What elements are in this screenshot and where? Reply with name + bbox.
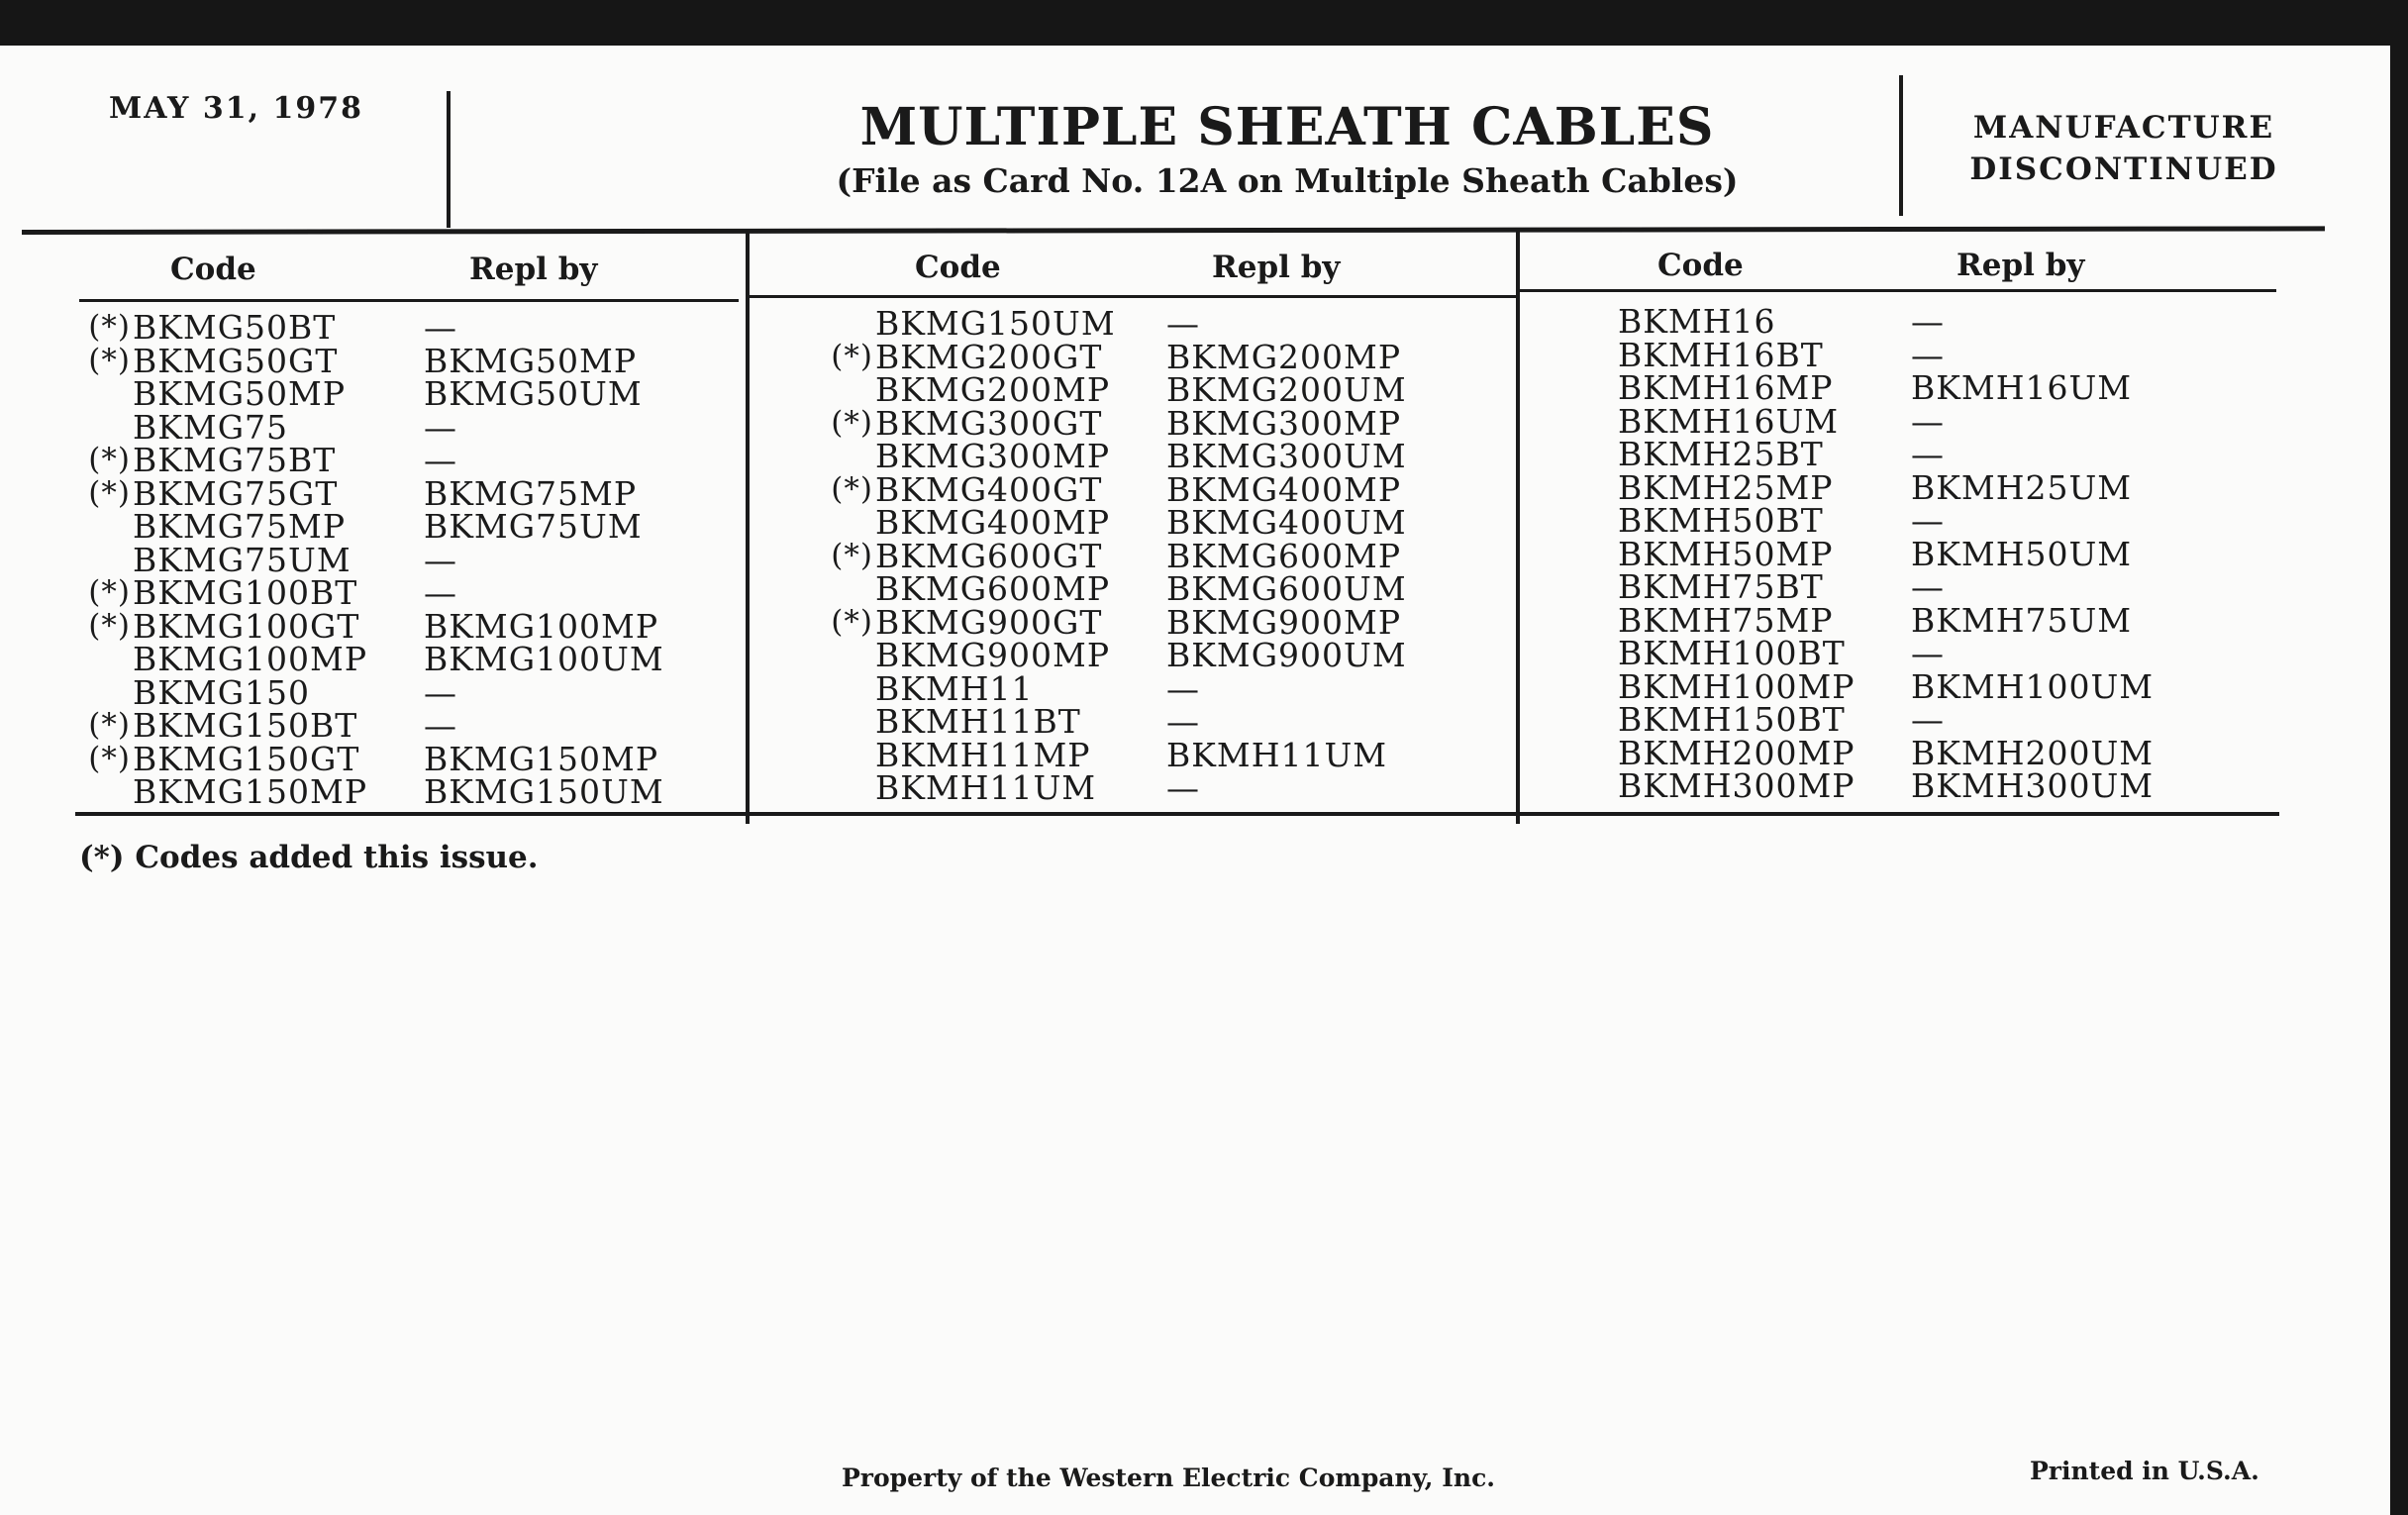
code-cell: BKMH11UM bbox=[875, 768, 1097, 807]
repl-cell: BKMH300UM bbox=[1911, 766, 2155, 805]
code-cell: BKMH100MP bbox=[1618, 666, 1856, 706]
repl-cell: BKMH200UM bbox=[1911, 733, 2155, 772]
code-cell: BKMG200GT bbox=[875, 337, 1103, 376]
repl-cell: BKMH11UM bbox=[1166, 735, 1388, 774]
column-2-header-rule bbox=[750, 295, 1516, 298]
repl-header: Repl by bbox=[1956, 248, 2085, 283]
repl-cell: BKMG150MP bbox=[424, 739, 659, 778]
code-cell: BKMH25MP bbox=[1618, 467, 1834, 507]
code-cell: BKMG75 bbox=[133, 407, 289, 447]
code-header: Code bbox=[170, 252, 256, 287]
code-cell: BKMH50BT bbox=[1618, 501, 1824, 540]
repl-cell: BKMH16UM bbox=[1911, 368, 2133, 407]
page-subtitle: (File as Card No. 12A on Multiple Sheath Cables) bbox=[836, 161, 1739, 200]
code-cell: BKMG150UM bbox=[875, 304, 1116, 343]
column-divider-2 bbox=[1516, 230, 1520, 824]
code-cell: BKMG75BT bbox=[133, 441, 337, 479]
code-cell: BKMH75MP bbox=[1618, 600, 1834, 640]
code-cell: BKMG100GT bbox=[133, 606, 360, 646]
code-cell: BKMG75UM bbox=[133, 540, 351, 579]
repl-cell: BKMG400MP bbox=[1166, 469, 1402, 509]
repl-cell: BKMH50UM bbox=[1911, 534, 2133, 573]
repl-cell: — bbox=[424, 308, 457, 347]
repl-header: Repl by bbox=[469, 252, 598, 287]
code-cell: BKMH200MP bbox=[1618, 733, 1856, 772]
code-cell: BKMG50BT bbox=[133, 308, 337, 347]
repl-cell: BKMG50UM bbox=[424, 374, 643, 413]
column-divider-1 bbox=[746, 230, 750, 824]
repl-cell: — bbox=[1166, 668, 1200, 708]
repl-cell: — bbox=[1911, 567, 1945, 606]
repl-cell: — bbox=[1166, 304, 1200, 343]
property-notice: Property of the Western Electric Company, Inc. bbox=[842, 1464, 1496, 1492]
repl-cell: BKMG400UM bbox=[1166, 503, 1407, 542]
repl-cell: — bbox=[1911, 335, 1945, 374]
code-cell: BKMH150BT bbox=[1618, 700, 1846, 739]
repl-cell: — bbox=[1166, 702, 1200, 741]
repl-cell: — bbox=[1911, 700, 1945, 739]
repl-cell: BKMG600UM bbox=[1166, 569, 1407, 608]
code-cell: BKMH16 bbox=[1618, 302, 1776, 341]
added-mark: (*) bbox=[831, 537, 873, 573]
repl-cell: — bbox=[1911, 634, 1945, 672]
added-mark: (*) bbox=[831, 404, 873, 441]
code-cell: BKMG600MP bbox=[875, 569, 1111, 608]
repl-cell: — bbox=[424, 672, 457, 712]
code-cell: BKMG75GT bbox=[133, 473, 339, 513]
repl-cell: BKMG75UM bbox=[424, 507, 643, 546]
repl-cell: BKMH25UM bbox=[1911, 467, 2133, 507]
repl-cell: — bbox=[424, 540, 457, 579]
code-cell: BKMG600GT bbox=[875, 536, 1103, 575]
added-mark: (*) bbox=[88, 607, 131, 644]
repl-cell: BKMG300MP bbox=[1166, 403, 1402, 443]
added-mark: (*) bbox=[88, 574, 131, 610]
added-mark: (*) bbox=[831, 603, 873, 640]
status-notice bbox=[1931, 107, 2317, 190]
code-cell: BKMG150GT bbox=[133, 739, 360, 778]
repl-cell: BKMG900UM bbox=[1166, 636, 1407, 674]
code-header: Code bbox=[1657, 248, 1744, 283]
issue-date: MAY 31, 1978 bbox=[109, 91, 363, 126]
code-cell: BKMG150 bbox=[133, 672, 311, 712]
code-cell: BKMH50MP bbox=[1618, 534, 1834, 573]
repl-cell: — bbox=[1911, 302, 1945, 341]
code-cell: BKMG50MP bbox=[133, 374, 347, 413]
repl-cell: BKMG900MP bbox=[1166, 602, 1402, 642]
repl-cell: — bbox=[1911, 501, 1945, 540]
page-title: MULTIPLE SHEATH CABLES bbox=[859, 97, 1715, 157]
repl-cell: BKMG600MP bbox=[1166, 536, 1402, 575]
added-mark: (*) bbox=[88, 474, 131, 511]
header-divider-left bbox=[447, 91, 451, 228]
repl-cell: BKMG200UM bbox=[1166, 370, 1407, 409]
added-mark: (*) bbox=[88, 740, 131, 776]
code-cell: BKMH11BT bbox=[875, 702, 1081, 741]
table-bottom-rule bbox=[75, 812, 2279, 816]
code-cell: BKMH16MP bbox=[1618, 368, 1834, 407]
code-cell: BKMG100BT bbox=[133, 573, 358, 612]
repl-cell: BKMG300UM bbox=[1166, 437, 1407, 475]
code-cell: BKMH100BT bbox=[1618, 634, 1846, 672]
code-cell: BKMG100MP bbox=[133, 640, 368, 678]
code-cell: BKMG75MP bbox=[133, 507, 347, 546]
added-mark: (*) bbox=[831, 470, 873, 507]
printed-notice: Printed in U.S.A. bbox=[2030, 1457, 2259, 1485]
code-cell: BKMG300MP bbox=[875, 437, 1111, 475]
repl-cell: BKMG75MP bbox=[424, 473, 638, 513]
repl-cell: — bbox=[424, 407, 457, 447]
scan-border-right bbox=[2390, 0, 2408, 1515]
repl-cell: — bbox=[1911, 435, 1945, 473]
added-mark: (*) bbox=[88, 342, 131, 378]
repl-cell: BKMH75UM bbox=[1911, 600, 2133, 640]
code-cell: BKMG300GT bbox=[875, 403, 1103, 443]
code-cell: BKMG200MP bbox=[875, 370, 1111, 409]
code-cell: BKMG400MP bbox=[875, 503, 1111, 542]
repl-cell: — bbox=[1166, 768, 1200, 807]
code-cell: BKMG150BT bbox=[133, 706, 358, 745]
code-cell: BKMG900GT bbox=[875, 602, 1103, 642]
status-line-1: MANUFACTURE bbox=[1972, 110, 2275, 146]
added-mark: (*) bbox=[831, 338, 873, 374]
code-cell: BKMH75BT bbox=[1618, 567, 1824, 606]
added-mark: (*) bbox=[88, 309, 131, 345]
header-divider-right bbox=[1899, 75, 1903, 216]
repl-cell: — bbox=[1911, 401, 1945, 441]
code-cell: BKMH11 bbox=[875, 668, 1034, 708]
added-mark: (*) bbox=[88, 707, 131, 743]
code-cell: BKMG150MP bbox=[133, 772, 368, 811]
repl-cell: BKMG50MP bbox=[424, 341, 638, 380]
repl-cell: — bbox=[424, 706, 457, 745]
repl-cell: BKMG150UM bbox=[424, 772, 664, 811]
code-cell: BKMH300MP bbox=[1618, 766, 1856, 805]
code-cell: BKMG50GT bbox=[133, 341, 339, 380]
repl-cell: BKMG200MP bbox=[1166, 337, 1402, 376]
column-1-header-rule bbox=[79, 299, 739, 302]
code-header: Code bbox=[915, 250, 1001, 285]
added-mark: (*) bbox=[88, 442, 131, 477]
code-cell: BKMH16BT bbox=[1618, 335, 1824, 374]
code-cell: BKMG400GT bbox=[875, 469, 1103, 509]
repl-cell: — bbox=[424, 573, 457, 612]
footnote: (*) Codes added this issue. bbox=[79, 840, 539, 875]
scan-border-top bbox=[0, 0, 2408, 46]
code-cell: BKMH16UM bbox=[1618, 401, 1840, 441]
repl-cell: BKMG100MP bbox=[424, 606, 659, 646]
repl-cell: BKMG100UM bbox=[424, 640, 664, 678]
column-3-header-rule bbox=[1520, 289, 2276, 292]
code-cell: BKMH11MP bbox=[875, 735, 1091, 774]
repl-header: Repl by bbox=[1212, 250, 1341, 285]
repl-cell: BKMH100UM bbox=[1911, 666, 2155, 706]
repl-cell: — bbox=[424, 441, 457, 479]
code-cell: BKMG900MP bbox=[875, 636, 1111, 674]
code-cell: BKMH25BT bbox=[1618, 435, 1824, 473]
status-line-2: DISCONTINUED bbox=[1969, 152, 2278, 187]
